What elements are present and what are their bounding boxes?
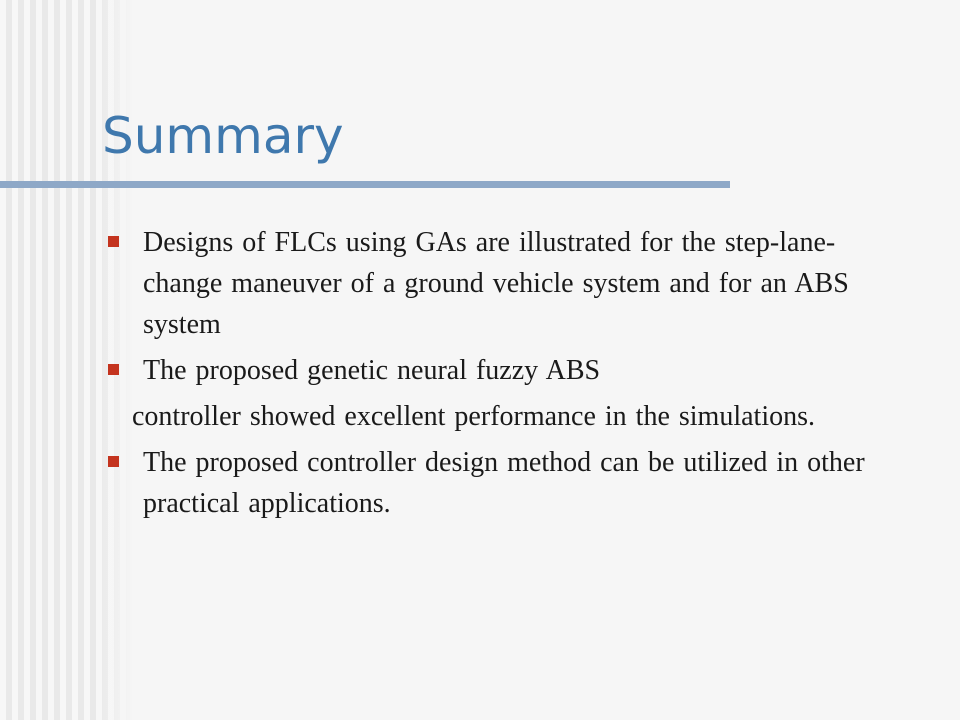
title-divider (0, 181, 730, 188)
bullet-text: The proposed genetic neural fuzzy ABS (143, 355, 601, 386)
square-bullet-icon (108, 456, 119, 467)
square-bullet-icon (108, 364, 119, 375)
paragraph-text: controller showed excellent performance in the simulations. (132, 401, 816, 432)
bullet-item (105, 222, 895, 345)
slide-title: Summary (102, 107, 344, 165)
bullet-item (105, 442, 895, 524)
square-bullet-icon (108, 236, 119, 247)
continuation-paragraph (105, 396, 895, 437)
bullet-list (105, 222, 895, 529)
bullet-item (105, 350, 895, 391)
bullet-text: Designs of FLCs using GAs are illustrated for the step-lane-change maneuver of a ground vehicle system and for an ABS system (143, 227, 849, 340)
bullet-text: The proposed controller design method can be utilized in other practical applications. (143, 447, 865, 519)
